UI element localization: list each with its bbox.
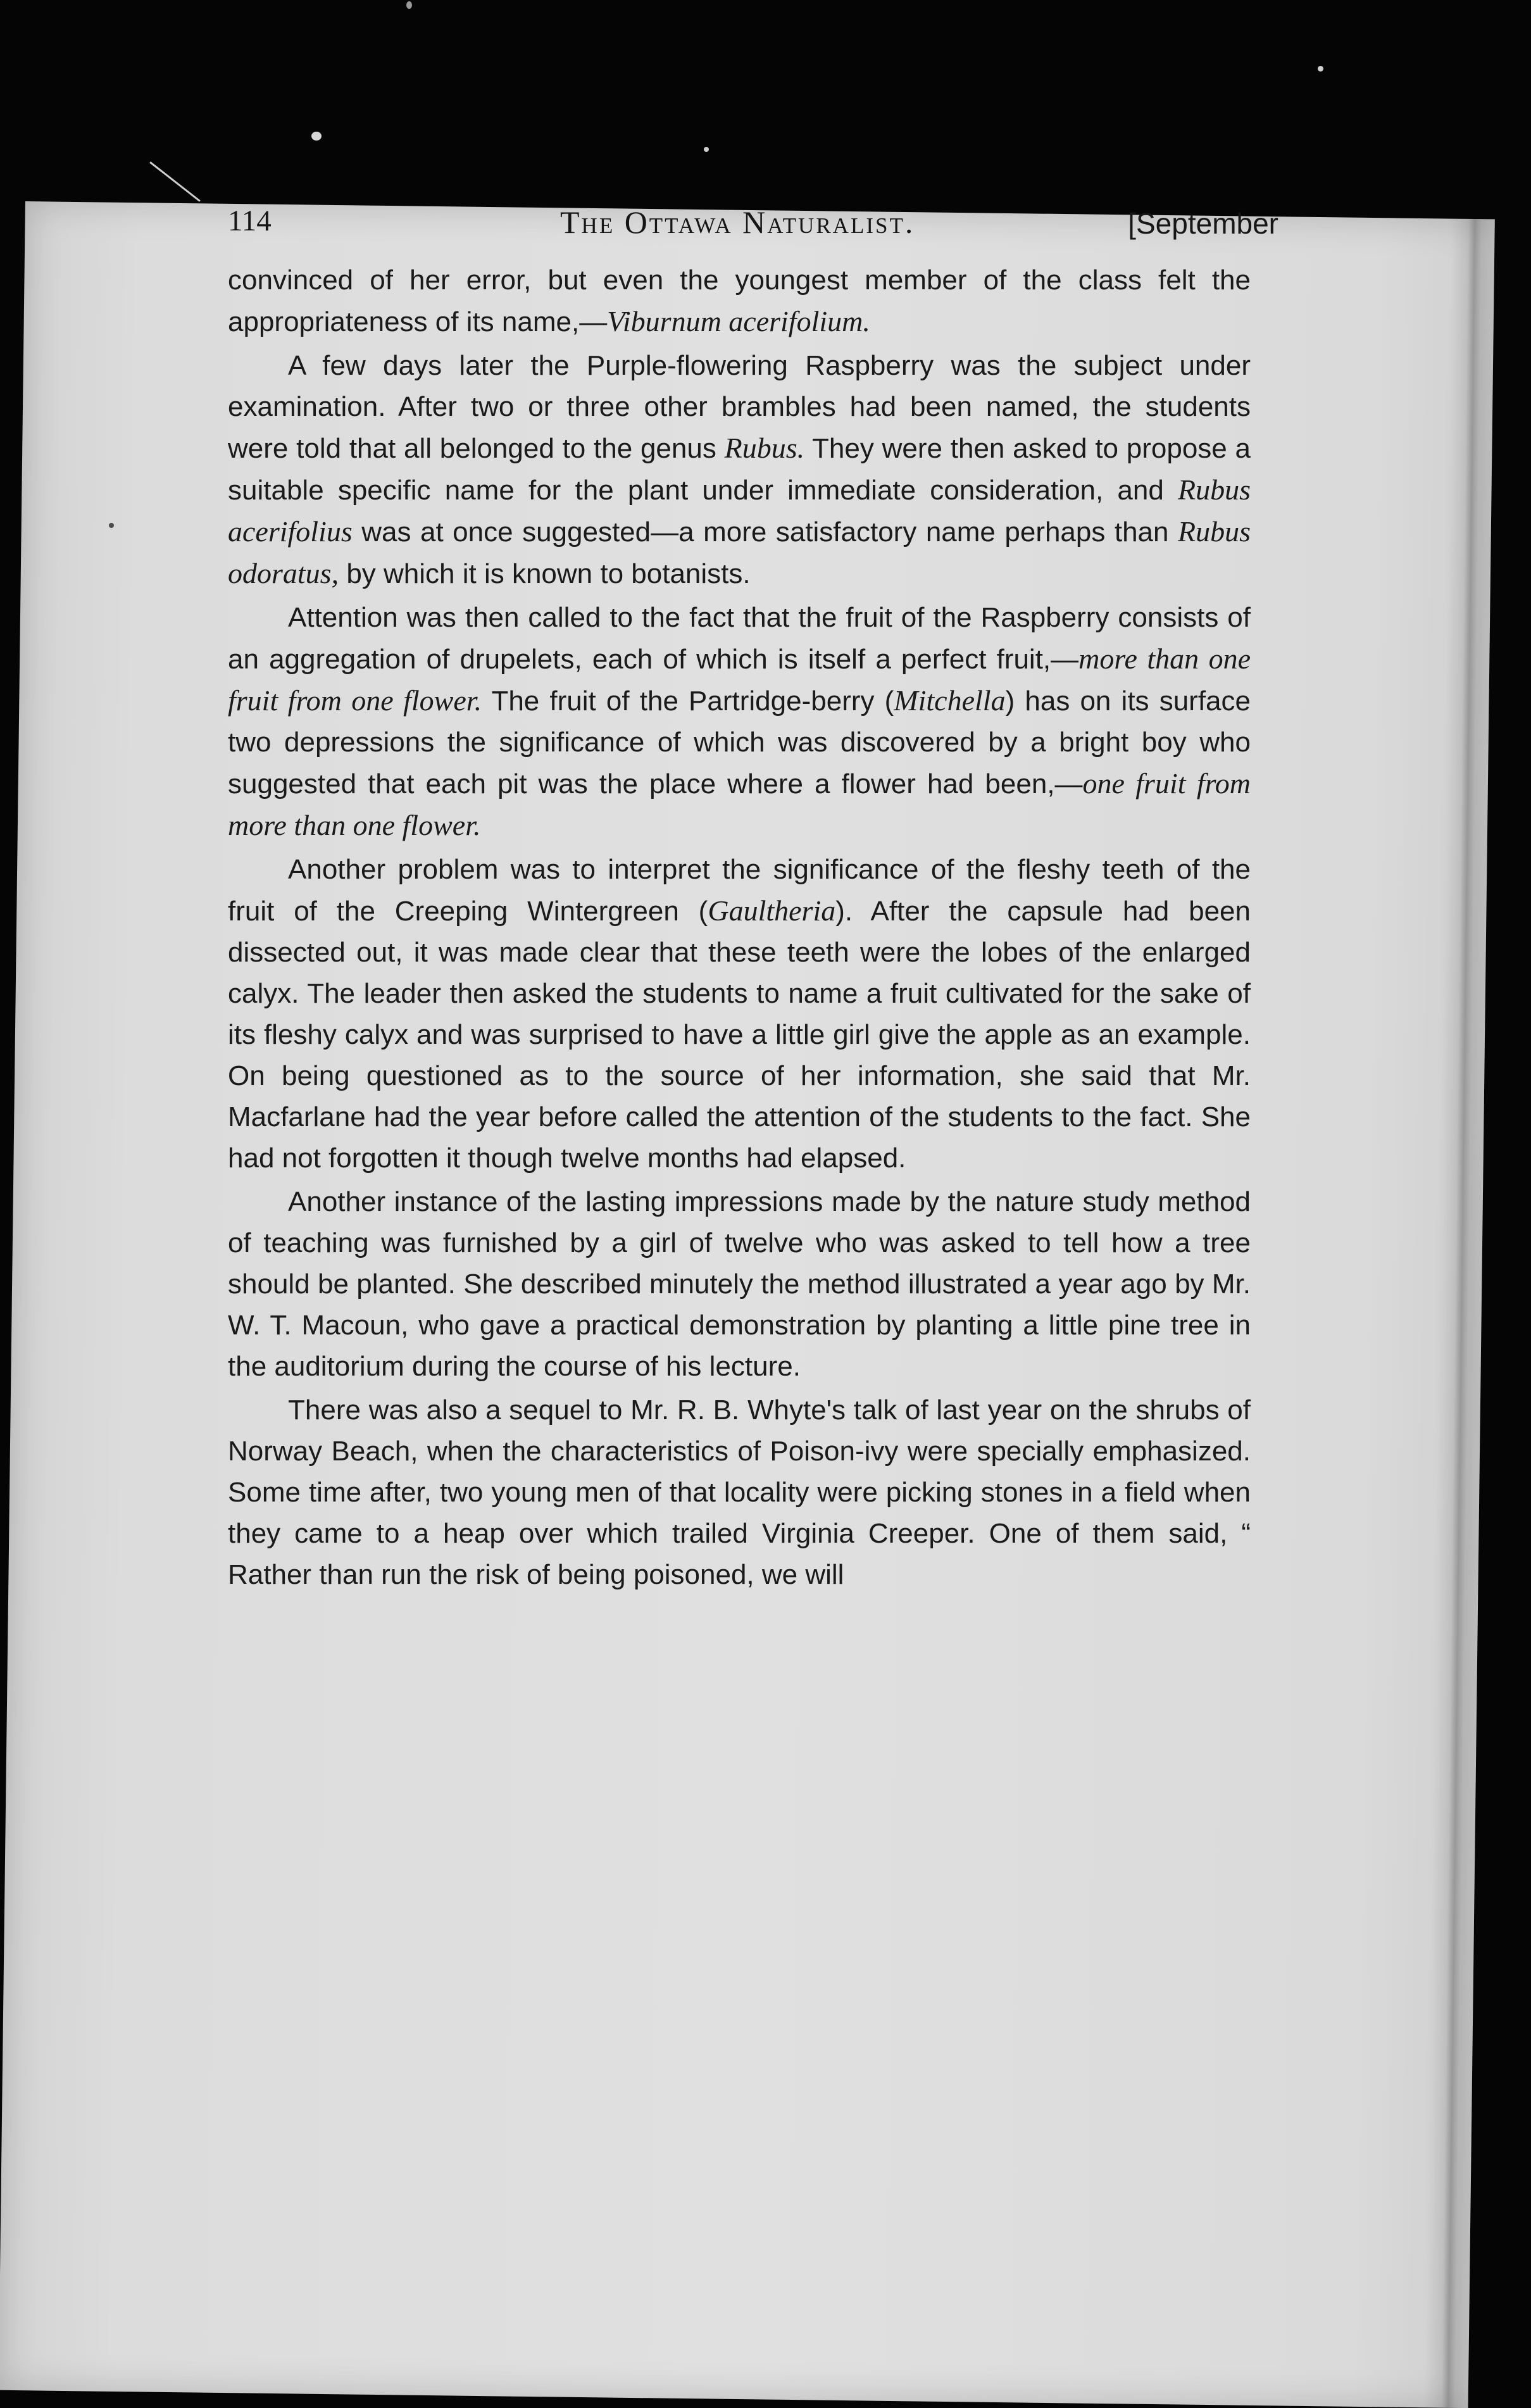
- dust-speck: [109, 523, 114, 528]
- dust-speck: [311, 132, 322, 141]
- paragraph: [228, 260, 1251, 342]
- paragraph: [228, 849, 1251, 1179]
- page-number: 114: [228, 204, 272, 237]
- italic-text: Rubus odoratus,: [228, 515, 1251, 589]
- page-fold-shadow: [1424, 219, 1495, 2408]
- text-run: by which it is known to botanists.: [339, 558, 751, 589]
- text-run: Another instance of the lasting impressions made by the nature study method of teaching was furnished by a girl of twelve who was asked to tell how a tree should be planted. She described minutely the method illustrated a year ago by Mr. W. T. Macoun, who gave a practical demonstration by planting a little pine tree in the auditorium during the course of his lecture.: [228, 1186, 1251, 1382]
- italic-text: Rubus acerifolius: [228, 473, 1251, 548]
- text-run: A few days later the Purple-flowering Raspberry was the subject under examination. After two or three other brambles had been named, the students were told that all belonged to the genus: [228, 350, 1251, 464]
- italic-text: Gaultheria: [708, 894, 836, 927]
- italic-text: Viburnum acerifolium.: [607, 305, 870, 337]
- paragraph: [228, 345, 1251, 594]
- paragraph: [228, 597, 1251, 846]
- text-run: convinced of her error, but even the youngest member of the class felt the appropriateness of its name,—: [228, 265, 1251, 337]
- text-run: ) has on its surface two depressions the significance of which was discovered by a bright boy who suggested that each pit was the place where a flower had been,—: [228, 686, 1251, 800]
- page-scratch: [149, 161, 201, 202]
- article-body: [228, 260, 1251, 1595]
- text-run: They were then asked to propose a suitable specific name for the plant under immediate consideration, and: [228, 433, 1251, 506]
- text-run: There was also a sequel to Mr. R. B. Whyte's talk of last year on the shrubs of Norway Beach, when the characteristics of Poison-ivy were specially emphasized. Some time after, two young men of that locality were picking stones in a field when they came to a heap over which trailed Virginia Creeper. One of them said, “ Rather than run the risk of being poisoned, we will: [228, 1395, 1251, 1590]
- italic-text: Mitchella: [894, 684, 1006, 717]
- italic-text: one fruit from more than one flower.: [228, 767, 1251, 841]
- text-run: Another problem was to interpret the significance of the fleshy teeth of the fruit of the Creeping Wintergreen (: [228, 854, 1251, 927]
- running-date: [September: [1128, 207, 1278, 240]
- running-title: The Ottawa Naturalist.: [560, 204, 915, 240]
- text-run: The fruit of the Partridge-berry (: [482, 686, 894, 717]
- paragraph: [228, 1389, 1251, 1595]
- text-run: ). After the capsule had been dissected out, it was made clear that these teeth were the lobes of the enlarged calyx. The leader then asked the students to name a fruit cultivated for the sake of its fleshy calyx and was surprised to have a little girl give the apple as an example. On being questioned as to the source of her information, she said that Mr. Macfarlane had the year before called the attention of the students to the fact. She had not forgotten it though twelve months had elapsed.: [228, 896, 1251, 1174]
- text-run: was at once suggested—a more satisfactory name perhaps than: [352, 517, 1178, 548]
- dust-speck: [406, 1, 412, 9]
- paragraph: [228, 1181, 1251, 1387]
- italic-text: more than one fruit from one flower.: [228, 643, 1251, 717]
- page-header: [228, 204, 1278, 254]
- text-run: Attention was then called to the fact that the fruit of the Raspberry consists of an aggregation of drupelets, each of which is itself a perfect fruit,—: [228, 602, 1251, 675]
- dust-speck: [704, 147, 709, 152]
- italic-text: Rubus.: [724, 432, 805, 464]
- dust-speck: [1318, 66, 1323, 72]
